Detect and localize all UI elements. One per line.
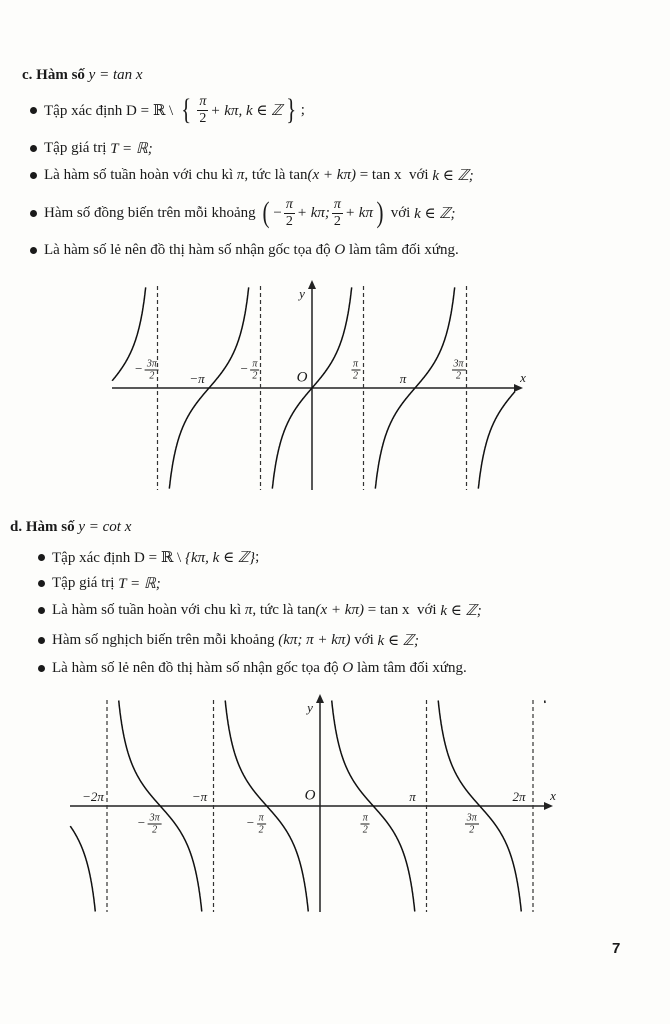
math-expression: y = tan x bbox=[88, 66, 143, 83]
text: Là hàm số tuần hoàn với chu kì bbox=[44, 166, 237, 183]
text: Là hàm số tuần hoàn với chu kì bbox=[52, 601, 245, 618]
text: − bbox=[273, 204, 282, 221]
tick-label: −π bbox=[191, 789, 208, 804]
bracket: ( bbox=[262, 196, 270, 229]
denominator: 2 bbox=[149, 370, 155, 382]
text: ; bbox=[300, 101, 305, 118]
tan-curve-branch bbox=[478, 392, 515, 489]
math-expression: π bbox=[244, 601, 253, 618]
sign: − bbox=[245, 814, 255, 830]
x-axis-arrow-icon bbox=[514, 384, 523, 392]
y-axis-label: y bbox=[307, 700, 313, 715]
math-expression: + kπ, k ∈ ℤ bbox=[210, 102, 283, 119]
sign: − bbox=[239, 360, 249, 376]
text: = tan x với bbox=[355, 166, 433, 183]
text: , tức là tan bbox=[252, 601, 316, 618]
math-expression: y = cot x bbox=[78, 518, 132, 535]
bracket: } bbox=[286, 93, 297, 126]
text: ; bbox=[255, 548, 260, 565]
numerator: 3π bbox=[466, 812, 477, 824]
math-expression: k ∈ ℤ; bbox=[377, 632, 419, 649]
y-axis-arrow-icon bbox=[316, 694, 324, 703]
numerator: π bbox=[352, 358, 359, 370]
numerator: π bbox=[258, 812, 264, 824]
math-expression: π bbox=[236, 166, 245, 183]
math-expression: O bbox=[334, 241, 346, 258]
numerator: π bbox=[285, 196, 293, 212]
denominator: 2 bbox=[199, 110, 207, 126]
text: c. Hàm số bbox=[22, 66, 89, 83]
text: với bbox=[350, 631, 378, 648]
numerator: π bbox=[199, 93, 207, 109]
bracket: { bbox=[181, 93, 192, 126]
denominator: 2 bbox=[252, 370, 258, 382]
text: Là hàm số lẻ nên đồ thị hàm số nhận gốc tọa độ bbox=[44, 241, 335, 258]
origin-label: O bbox=[296, 369, 308, 386]
text: làm tâm đối xứng. bbox=[353, 659, 467, 676]
text: Hàm số đồng biến trên mỗi khoảng bbox=[44, 204, 260, 221]
math-expression: k ∈ ℤ; bbox=[440, 602, 482, 619]
text: làm tâm đối xứng. bbox=[345, 241, 459, 258]
numerator: π bbox=[333, 196, 341, 212]
tan-curve-branch bbox=[112, 287, 146, 380]
y-axis-arrow-icon bbox=[308, 280, 316, 289]
page-number: 7 bbox=[612, 940, 621, 957]
x-axis-label: x bbox=[520, 370, 526, 385]
tick-label: π bbox=[399, 371, 407, 386]
math-expression: + kπ bbox=[344, 204, 373, 221]
math-expression: {kπ, k ∈ ℤ} bbox=[184, 549, 256, 566]
text: Tập giá trị bbox=[52, 574, 119, 591]
denominator: 2 bbox=[152, 824, 158, 836]
text: với bbox=[386, 204, 415, 221]
y-axis-label: y bbox=[299, 286, 305, 301]
tick-label: −π bbox=[189, 371, 205, 386]
sign: − bbox=[134, 360, 143, 376]
denominator: 2 bbox=[352, 370, 358, 382]
x-axis-label: x bbox=[550, 788, 556, 803]
math-expression: O bbox=[342, 659, 354, 676]
numerator: 3π bbox=[146, 358, 157, 370]
text: Hàm số nghịch biến trên mỗi khoảng bbox=[52, 631, 279, 648]
math-expression: (x + kπ) bbox=[315, 601, 364, 618]
numerator: π bbox=[362, 812, 368, 824]
text: , tức là tan bbox=[244, 166, 308, 183]
math-expression: T = ℝ; bbox=[110, 140, 153, 157]
math-expression: (x + kπ) bbox=[307, 166, 356, 183]
denominator: 2 bbox=[258, 824, 264, 836]
text: = tan x với bbox=[363, 601, 441, 618]
math-expression: T = ℝ; bbox=[118, 575, 161, 592]
numerator: 3π bbox=[453, 358, 464, 370]
numerator: 3π bbox=[149, 812, 160, 824]
math-expression: k ∈ ℤ; bbox=[432, 167, 474, 184]
denominator: 2 bbox=[469, 824, 475, 836]
text: Là hàm số lẻ nên đồ thị hàm số nhận gốc tọa độ bbox=[52, 659, 343, 676]
x-axis-arrow-icon bbox=[544, 802, 553, 810]
text: d. Hàm số bbox=[10, 518, 79, 535]
text: Tập giá trị bbox=[44, 139, 111, 156]
denominator: 2 bbox=[285, 213, 293, 229]
text: Tập xác định D = ℝ \ bbox=[44, 102, 177, 119]
math-expression: (kπ; π + kπ) bbox=[278, 631, 351, 648]
cot-curve-branch bbox=[70, 826, 95, 911]
denominator: 2 bbox=[455, 370, 461, 382]
denominator: 2 bbox=[333, 213, 341, 229]
numerator: π bbox=[252, 358, 258, 370]
tick-label: −2π bbox=[82, 789, 104, 804]
tick-label: π bbox=[409, 789, 416, 804]
bracket: ) bbox=[376, 196, 384, 229]
math-expression: k ∈ ℤ; bbox=[414, 205, 456, 222]
sign: − bbox=[136, 814, 146, 830]
denominator: 2 bbox=[362, 824, 368, 836]
math-expression: + kπ; bbox=[296, 204, 330, 221]
tick-label: 2π bbox=[512, 789, 526, 804]
origin-label: O bbox=[304, 787, 316, 804]
text: Tập xác định D = ℝ \ bbox=[52, 549, 185, 566]
